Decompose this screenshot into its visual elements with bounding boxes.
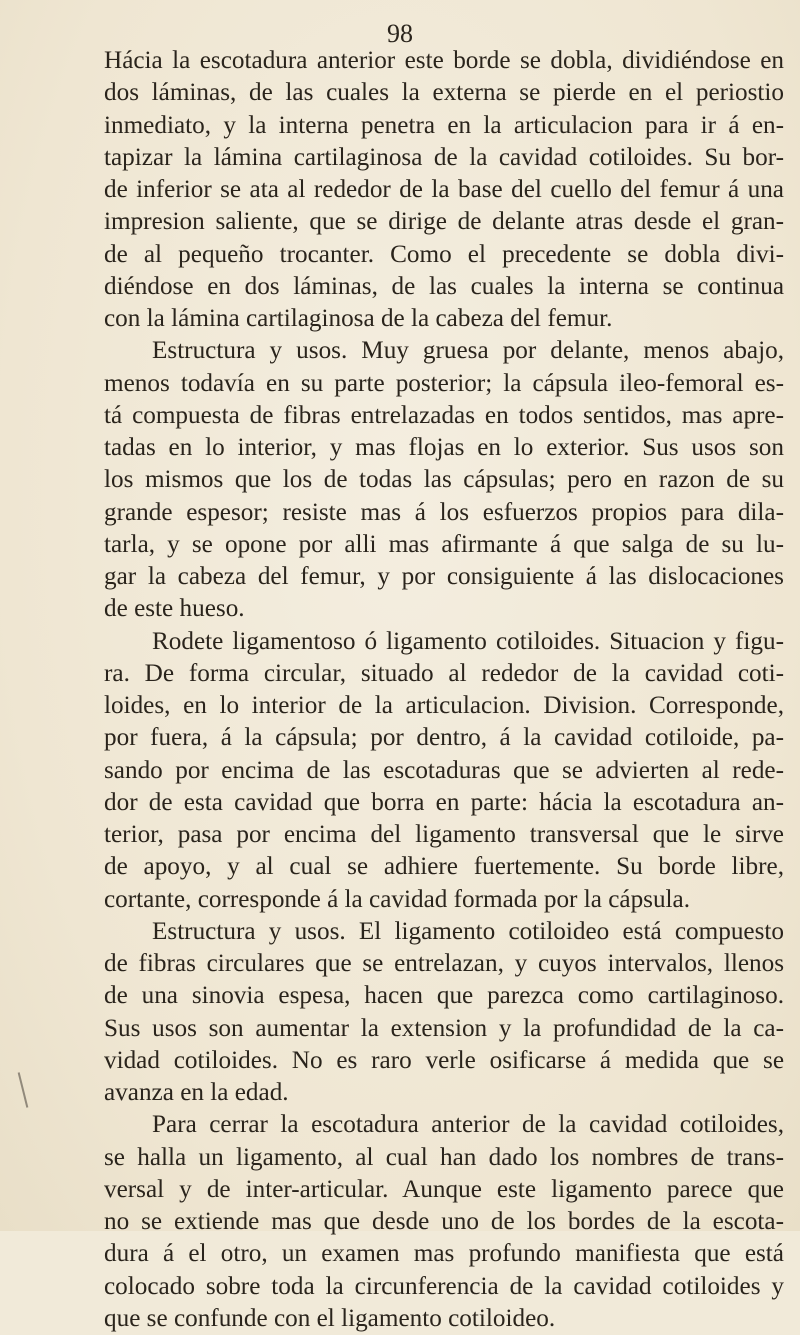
text-line: ra. De forma circular, situado al rededor de la cavidad coti- [104,659,784,687]
text-line: que se confunde con el ligamento cotiloideo. [104,1304,556,1332]
text-line: dura á el otro, un examen mas profundo manifiesta que está [104,1240,784,1268]
text-line: por fuera, á la cápsula; por dentro, á la cavidad cotiloide, pa- [104,724,784,752]
text-line: menos todavía en su parte posterior; la cápsula ileo-femoral es- [104,369,784,397]
text-line: Rodete ligamentoso ó ligamento cotiloides. Situacion y figu- [152,627,784,655]
text-line: de una sinovia espesa, hacen que parezca como cartilaginoso. [104,982,784,1010]
text-line: de apoyo, y al cual se adhiere fuertemente. Su borde libre, [104,853,784,881]
text-line: tá compuesta de fibras entrelazadas en todos sentidos, mas apre- [104,401,784,429]
body-text [104,45,784,1335]
text-line: tapizar la lámina cartilaginosa de la cavidad cotiloides. Su bor- [104,143,784,171]
text-line: tarla, y se opone por alli mas afirmante á que salga de su lu- [104,530,784,558]
text-line: impresion saliente, que se dirige de delante atras desde el gran- [104,208,784,236]
text-line: Estructura y usos. El ligamento cotiloideo está compuesto [152,917,784,945]
text-line: avanza en la edad. [104,1079,289,1106]
text-line: versal y de inter-articular. Aunque este ligamento parece que [104,1175,784,1203]
margin-pencil-mark [18,1072,29,1107]
text-line: diéndose en dos láminas, de las cuales la interna se continua [104,272,784,300]
text-line: terior, pasa por encima del ligamento transversal que le sirve [104,821,784,848]
text-line: de este hueso. [104,595,245,623]
text-line: Sus usos son aumentar la extension y la profundidad de la ca- [104,1014,784,1042]
text-line: grande espesor; resiste mas á los esfuerzos propios para dila- [104,498,784,526]
text-line: no se extiende mas que desde uno de los bordes de la escota- [104,1208,784,1235]
text-line: cortante, corresponde á la cavidad formada por la cápsula. [104,885,691,913]
page-number: 98 [387,19,413,48]
text-line: loides, en lo interior de la articulacion. Division. Corresponde, [104,692,784,719]
text-line: sando por encima de las escotaduras que se advierten al rede- [104,756,784,784]
text-line: gar la cabeza del femur, y por consiguiente á las dislocaciones [104,563,784,590]
text-line: tadas en lo interior, y mas flojas en lo exterior. Sus usos son [104,434,784,461]
text-line: dos láminas, de las cuales la externa se pierde en el periostio [104,79,784,107]
text-line: de al pequeño trocanter. Como el precedente se dobla divi- [104,240,784,268]
text-line: se halla un ligamento, al cual han dado los nombres de trans- [104,1143,784,1171]
text-line: de inferior se ata al rededor de la base del cuello del femur á una [104,176,784,203]
text-line: dor de esta cavidad que borra en parte: hácia la escotadura an- [104,788,784,816]
text-line: inmediato, y la interna penetra en la articulacion para ir á en- [104,111,784,139]
text-line: los mismos que los de todas las cápsulas; pero en razon de su [104,466,784,494]
text-line: con la lámina cartilaginosa de la cabeza del femur. [104,305,613,332]
text-line: Para cerrar la escotadura anterior de la cavidad cotiloides, [152,1111,784,1139]
text-line: Estructura y usos. Muy gruesa por delante, menos abajo, [152,337,784,365]
text-line: vidad cotiloides. No es raro verle osificarse á medida que se [104,1046,784,1074]
text-line: colocado sobre toda la circunferencia de la cavidad cotiloides y [104,1272,784,1300]
text-line: de fibras circulares que se entrelazan, y cuyos intervalos, llenos [104,950,784,977]
text-line: Hácia la escotadura anterior este borde se dobla, dividiéndose en [104,47,784,74]
